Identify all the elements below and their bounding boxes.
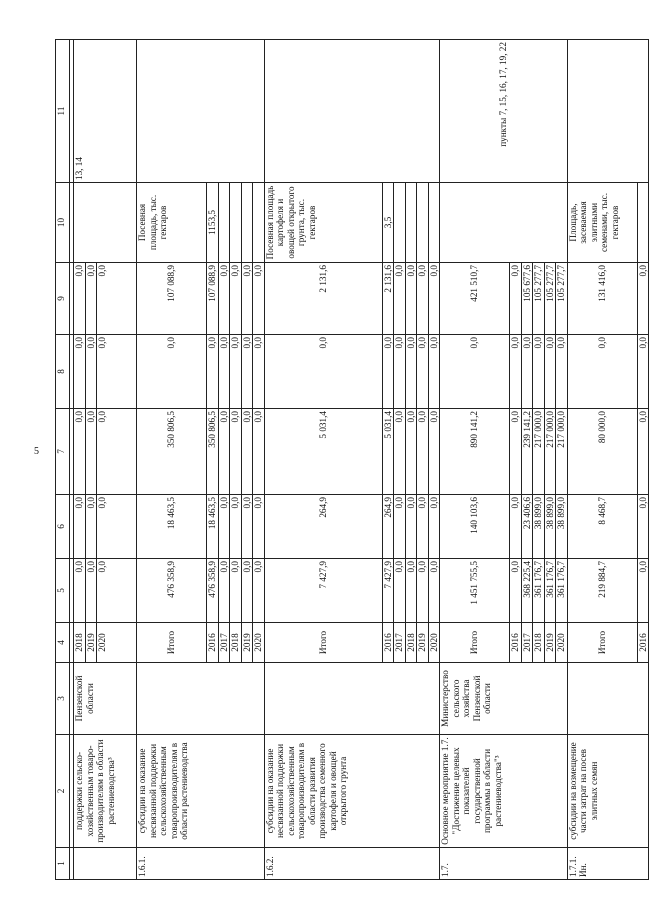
- indicator-name: [440, 183, 568, 263]
- year-cell: 2019: [85, 623, 97, 663]
- value-c5: 0,0: [394, 559, 406, 623]
- value-c6: 0,0: [97, 495, 137, 559]
- value-c6: 0,0: [428, 495, 440, 559]
- total-row: [440, 40, 510, 880]
- value-c7: 0,0: [74, 409, 86, 495]
- total-label: Итого: [440, 623, 510, 663]
- value-c7: 0,0: [230, 409, 242, 495]
- year-cell: 2020: [428, 623, 440, 663]
- value-c5: 0,0: [218, 559, 230, 623]
- value-c9: 0,0: [85, 263, 97, 335]
- header-col-2: 2: [56, 735, 70, 848]
- value-c8: 0,0: [556, 335, 568, 409]
- value-c5: 7 427,9: [382, 559, 394, 623]
- value-c5: 368 225,4: [521, 559, 533, 623]
- year-cell: 2018: [405, 623, 417, 663]
- value-c6: 0,0: [241, 495, 253, 559]
- value-c5: 361 176,7: [533, 559, 545, 623]
- value-c8: 0,0: [207, 335, 219, 409]
- header-col-8: 8: [56, 335, 70, 409]
- year-cell: 2019: [544, 623, 556, 663]
- value-c7: 0,0: [218, 409, 230, 495]
- value-c6: 18 463,5: [137, 495, 207, 559]
- value-c8: 0,0: [253, 335, 265, 409]
- item-description: субсидии на возмещение части затрат на посев элитных семян: [567, 735, 649, 848]
- item-code: 1.7.1. Ин.: [567, 848, 649, 880]
- value-c6: 0,0: [218, 495, 230, 559]
- value-c5: 0,0: [510, 559, 522, 623]
- value-c9: 105 277,7: [533, 263, 545, 335]
- value-c8: 0,0: [417, 335, 429, 409]
- value-c8: 0,0: [230, 335, 242, 409]
- value-c8: 0,0: [74, 335, 86, 409]
- value-c6: 18 463,5: [207, 495, 219, 559]
- year-cell: 2017: [394, 623, 406, 663]
- year-cell: 2017: [218, 623, 230, 663]
- value-c9: 421 510,7: [440, 263, 510, 335]
- rotated-table-container: [55, 40, 648, 880]
- value-c9: 0,0: [241, 263, 253, 335]
- value-c5: 7 427,9: [264, 559, 382, 623]
- value-c6: 0,0: [74, 495, 86, 559]
- value-c7: 0,0: [253, 409, 265, 495]
- page-number: 5: [34, 446, 39, 457]
- indicator-value: [230, 183, 242, 263]
- item-executor: [264, 663, 440, 735]
- value-c8: 0,0: [241, 335, 253, 409]
- value-c5: 0,0: [417, 559, 429, 623]
- header-col-5: 5: [56, 559, 70, 623]
- value-c6: 264,9: [264, 495, 382, 559]
- item-executor: [137, 663, 265, 735]
- indicator-name: [74, 183, 137, 263]
- year-cell: 2018: [533, 623, 545, 663]
- value-c6: 0,0: [253, 495, 265, 559]
- value-c6: 8 468,7: [567, 495, 637, 559]
- item-code: [74, 848, 137, 880]
- value-c7: 350 806,5: [207, 409, 219, 495]
- value-c9: 0,0: [637, 263, 649, 335]
- value-c7: 0,0: [510, 409, 522, 495]
- value-c9: 0,0: [417, 263, 429, 335]
- indicator-value: [394, 183, 406, 263]
- total-row: [137, 40, 207, 880]
- value-c7: 890 141,2: [440, 409, 510, 495]
- value-c8: 0,0: [533, 335, 545, 409]
- value-c5: 1 451 755,5: [440, 559, 510, 623]
- value-c9: 0,0: [218, 263, 230, 335]
- value-c5: 361 176,7: [544, 559, 556, 623]
- value-c6: 38 899,0: [533, 495, 545, 559]
- item-description: субсидии на оказание несвязанной поддержки сельскохозяйственным товаропроизводителям в области развития производства семенного картофеля и овощей открытого грунта: [264, 735, 440, 848]
- value-c8: 0,0: [394, 335, 406, 409]
- indicator-value: [218, 183, 230, 263]
- value-c8: 0,0: [405, 335, 417, 409]
- item-description: поддержки сельско-хозяйственным товаро-производителям в области растениеводства³: [74, 735, 137, 848]
- budget-table: [55, 39, 649, 880]
- value-c8: 0,0: [85, 335, 97, 409]
- year-cell: 2019: [417, 623, 429, 663]
- value-c7: 0,0: [394, 409, 406, 495]
- value-c7: 350 806,5: [137, 409, 207, 495]
- item-executor: Министерство сельского хозяйства Пензенской области: [440, 663, 568, 735]
- indicator-name: Площадь, засеваемая элитными семенами, тыс. гектаров: [567, 183, 637, 263]
- indicator-value: [428, 183, 440, 263]
- item-refs: [567, 40, 649, 183]
- indicator-value: 3,5: [382, 183, 394, 263]
- value-c7: 0,0: [637, 409, 649, 495]
- value-c6: 0,0: [405, 495, 417, 559]
- value-c7: 0,0: [241, 409, 253, 495]
- value-c6: 0,0: [230, 495, 242, 559]
- value-c8: 0,0: [544, 335, 556, 409]
- value-c7: 5 031,4: [382, 409, 394, 495]
- value-c6: 0,0: [417, 495, 429, 559]
- value-c6: 0,0: [510, 495, 522, 559]
- value-c9: 105 277,7: [556, 263, 568, 335]
- header-col-10: 10: [56, 183, 70, 263]
- value-c8: 0,0: [521, 335, 533, 409]
- value-c5: 361 176,7: [556, 559, 568, 623]
- value-c5: 0,0: [230, 559, 242, 623]
- value-c9: 105 677,6: [521, 263, 533, 335]
- value-c9: 2 131,6: [264, 263, 382, 335]
- item-description: субсидии на оказание несвязанной поддержки сельскохозяйственным товаропроизводителям в области растениеводства: [137, 735, 265, 848]
- indicator-name: Посевная площадь картофеля и овощей открытого грунта, тыс. гектаров: [264, 183, 382, 263]
- total-row: [264, 40, 382, 880]
- item-code: 1.6.2.: [264, 848, 440, 880]
- indicator-value: [405, 183, 417, 263]
- value-c7: 217 000,0: [544, 409, 556, 495]
- value-c5: 0,0: [637, 559, 649, 623]
- indicator-value: [637, 183, 649, 263]
- value-c9: 107 088,9: [137, 263, 207, 335]
- value-c7: 0,0: [428, 409, 440, 495]
- item-code: 1.7.: [440, 848, 568, 880]
- value-c5: 0,0: [253, 559, 265, 623]
- value-c8: 0,0: [637, 335, 649, 409]
- value-c9: 105 277,7: [544, 263, 556, 335]
- indicator-value: [241, 183, 253, 263]
- value-c7: 0,0: [417, 409, 429, 495]
- value-c8: 0,0: [137, 335, 207, 409]
- year-cell: 2020: [97, 623, 137, 663]
- header-col-9: 9: [56, 263, 70, 335]
- value-c5: 0,0: [241, 559, 253, 623]
- header-col-11: 11: [56, 40, 70, 183]
- value-c8: 0,0: [440, 335, 510, 409]
- year-cell: 2016: [637, 623, 649, 663]
- value-c6: 38 899,0: [556, 495, 568, 559]
- value-c7: 5 031,4: [264, 409, 382, 495]
- year-cell: 2018: [74, 623, 86, 663]
- value-c5: 0,0: [405, 559, 417, 623]
- value-c5: 0,0: [74, 559, 86, 623]
- header-col-4: 4: [56, 623, 70, 663]
- total-label: Итого: [567, 623, 637, 663]
- value-c9: 0,0: [428, 263, 440, 335]
- item-code: 1.6.1.: [137, 848, 265, 880]
- value-c9: 0,0: [230, 263, 242, 335]
- year-cell: 2016: [382, 623, 394, 663]
- value-c8: 0,0: [567, 335, 637, 409]
- value-c8: 0,0: [264, 335, 382, 409]
- year-row: [74, 40, 86, 880]
- value-c6: 38 899,0: [544, 495, 556, 559]
- year-cell: 2020: [253, 623, 265, 663]
- value-c7: 217 000,0: [533, 409, 545, 495]
- value-c7: 239 141,2: [521, 409, 533, 495]
- value-c6: 0,0: [394, 495, 406, 559]
- value-c9: 107 088,9: [207, 263, 219, 335]
- item-executor: Пензенской области: [74, 663, 137, 735]
- value-c7: 0,0: [97, 409, 137, 495]
- value-c8: 0,0: [97, 335, 137, 409]
- value-c9: 0,0: [394, 263, 406, 335]
- value-c7: 217 000,0: [556, 409, 568, 495]
- value-c9: 0,0: [74, 263, 86, 335]
- value-c6: 140 103,6: [440, 495, 510, 559]
- header-col-6: 6: [56, 495, 70, 559]
- value-c7: 0,0: [85, 409, 97, 495]
- value-c6: 264,9: [382, 495, 394, 559]
- total-label: Итого: [264, 623, 382, 663]
- item-refs: 13, 14: [74, 40, 137, 183]
- total-label: Итого: [137, 623, 207, 663]
- year-cell: 2016: [207, 623, 219, 663]
- year-cell: 2017: [521, 623, 533, 663]
- header-col-1: 1: [56, 848, 70, 880]
- value-c5: 0,0: [428, 559, 440, 623]
- header-col-7: 7: [56, 409, 70, 495]
- item-refs: [264, 40, 440, 183]
- year-cell: 2016: [510, 623, 522, 663]
- value-c5: 476 358,9: [137, 559, 207, 623]
- value-c9: 131 416,0: [567, 263, 637, 335]
- value-c8: 0,0: [382, 335, 394, 409]
- value-c5: 0,0: [97, 559, 137, 623]
- value-c9: 0,0: [253, 263, 265, 335]
- item-executor: [567, 663, 649, 735]
- year-cell: 2020: [556, 623, 568, 663]
- value-c6: 0,0: [637, 495, 649, 559]
- item-refs: [137, 40, 265, 183]
- value-c7: 0,0: [405, 409, 417, 495]
- header-row: [56, 40, 70, 880]
- value-c9: 2 131,6: [382, 263, 394, 335]
- header-col-3: 3: [56, 663, 70, 735]
- value-c8: 0,0: [510, 335, 522, 409]
- value-c9: 0,0: [405, 263, 417, 335]
- value-c5: 0,0: [85, 559, 97, 623]
- value-c8: 0,0: [428, 335, 440, 409]
- indicator-value: 1153,5: [207, 183, 219, 263]
- year-cell: 2018: [230, 623, 242, 663]
- value-c6: 0,0: [85, 495, 97, 559]
- indicator-value: [253, 183, 265, 263]
- value-c7: 80 000,0: [567, 409, 637, 495]
- value-c5: 476 358,9: [207, 559, 219, 623]
- total-row: [567, 40, 637, 880]
- value-c5: 219 884,7: [567, 559, 637, 623]
- value-c9: 0,0: [97, 263, 137, 335]
- value-c9: 0,0: [510, 263, 522, 335]
- value-c6: 23 406,6: [521, 495, 533, 559]
- year-cell: 2019: [241, 623, 253, 663]
- indicator-name: Посевная площадь, тыс. гектаров: [137, 183, 207, 263]
- value-c8: 0,0: [218, 335, 230, 409]
- item-description: Основное мероприятие 1.7. "Достижение целевых показателей государственной программы в области растениеводства"³: [440, 735, 568, 848]
- item-refs: пункты 7, 15, 16, 17, 19, 22: [440, 40, 568, 183]
- indicator-value: [417, 183, 429, 263]
